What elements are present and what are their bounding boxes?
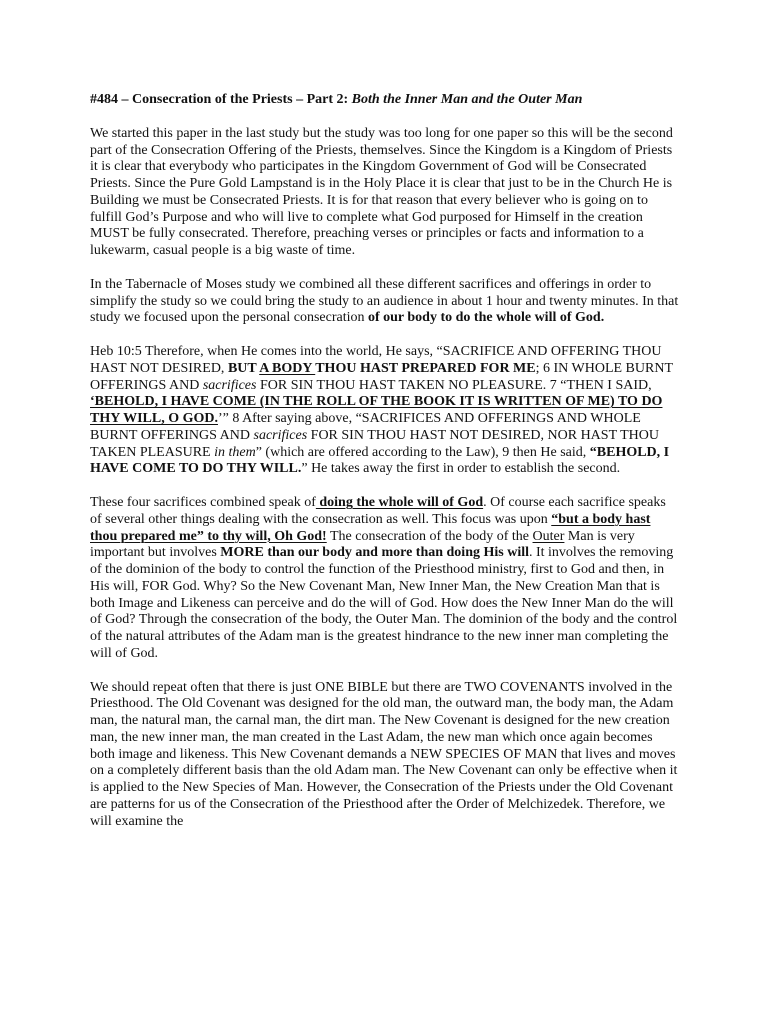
p4-seg-7: Man is very important but involves — [90, 528, 635, 561]
title-subtitle: Both the Inner Man and the Outer Man — [351, 92, 583, 107]
paragraph-4 — [90, 495, 680, 663]
p3-seg-10: sacrifices — [253, 427, 308, 443]
paragraph-2 — [90, 277, 680, 327]
p4-seg-6: Outer — [532, 528, 565, 544]
p4-seg-5: The consecration of the body of the — [326, 528, 533, 544]
p3-seg-6: sacrifices — [202, 377, 257, 393]
p3-seg-14: “BEHOLD, I HAVE COME TO DO THY WILL. — [90, 444, 670, 477]
paragraph-3-scripture — [90, 344, 680, 478]
p3-seg-12: in them — [214, 444, 256, 460]
p3-seg-2: BUT — [227, 360, 260, 376]
p4-seg-9: . It involves the removing of the dominion of the body to control the function of the Priesthood ministry, first to God and then, in His will, FOR God. Why? So the New Covenant Man, New Inner Man, the New Creation Man that is both Image and Likeness can perceive and do the will of God. How does the New Inner Man do the will of God? Through the consecration of the body, the Outer Man. The dominion of the body and the control of the natural attributes of the Adam man is the greatest hindrance to the new inner man completing the will of God. — [90, 545, 678, 661]
paragraph-2-text: In the Tabernacle of Moses study we combined all these different sacrifices and offerings in order to simplify the study so we could bring the study to an audience in about 1 hour and twenty minutes. In that study we focused upon the personal consecration — [90, 276, 679, 326]
p3-seg-11: FOR SIN THOU HAST NOT DESIRED, NOR HAST THOU TAKEN PLEASURE — [90, 427, 660, 460]
paragraph-2-emphasis: of our body to do the whole will of God. — [367, 310, 605, 326]
p3-seg-8: ‘BEHOLD, I HAVE COME (IN THE ROLL OF THE BOOK IT IS WRITTEN OF ME) TO DO THY WILL, O GOD. — [90, 394, 663, 426]
p3-seg-7: FOR SIN THOU HAST TAKEN NO PLEASURE. 7 “THEN I SAID, — [256, 377, 652, 393]
paragraph-5: We should repeat often that there is just ONE BIBLE but there are TWO COVENANTS involved in the Priesthood. The Old Covenant was designed for the old man, the outward man, the body man, the Adam man, the natural man, the carnal man, the dirt man. The New Covenant is designed for the new creation man, the new inner man, the man created in the Last Adam, the new man which once again becomes both image and likeness. This New Covenant demands a NEW SPECIES OF MAN that lives and moves on a completely different basis than the old Adam man. The New Covenant can only be effective when it is applied to the New Species of Man. However, the Consecration of the Priests under the Old Covenant are patterns for us of the Consecration of the Priesthood after the Order of Melchizedek. Therefore, we will examine the — [90, 679, 678, 829]
p3-seg-4: THOU HAST PREPARED FOR ME — [315, 360, 536, 376]
p3-seg-15: ” He takes away the first in order to establish the second. — [301, 461, 621, 477]
p3-seg-5: ; 6 IN WHOLE BURNT OFFERINGS AND — [90, 360, 673, 393]
p3-seg-1: Heb 10:5 Therefore, when He comes into the world, He says, “SACRIFICE AND OFFERING THOU HAST NOT DESIRED, — [90, 344, 662, 376]
document-title — [90, 92, 680, 109]
p4-seg-3: . Of course each sacrifice speaks of several other things dealing with the consecration as well. This focus was upon — [90, 495, 666, 527]
p4-seg-4: “but a body hast thou prepared me” to thy will, Oh God! — [90, 511, 651, 544]
p3-seg-13: ” (which are offered according to the Law), 9 then He said, — [255, 444, 590, 460]
document-page — [90, 92, 680, 847]
p3-seg-3: A BODY — [259, 360, 316, 376]
p3-seg-9: ’” 8 After saying above, “SACRIFICES AND OFFERINGS AND WHOLE BURNT OFFERINGS AND — [90, 411, 641, 443]
p4-seg-1: These four sacrifices combined speak of — [90, 495, 316, 510]
p4-seg-8: MORE than our body and more than doing His will — [220, 545, 529, 561]
paragraph-1: We started this paper in the last study but the study was too long for one paper so this will be the second part of the Consecration Offering of the Priests, themselves. Since the Kingdom is a Kingdom of Priests it is clear that everybody who participates in the Kingdom Government of God will be Consecrated Priests. Since the Pure Gold Lampstand is in the Holy Place it is clear that just to be in the Church He is Building we must be Consecrated Priests. It is for that reason that every believer who is going on to fulfill God’s Purpose and who will live to complete what God purposed for Himself in the creation MUST be fully consecrated. Therefore, preaching verses or principles or facts and information to a lukewarm, casual people is a big waste of time. — [90, 125, 673, 258]
p4-seg-2: doing the whole will of God — [315, 495, 484, 510]
title-main: #484 – Consecration of the Priests – Part 2: — [90, 92, 352, 107]
